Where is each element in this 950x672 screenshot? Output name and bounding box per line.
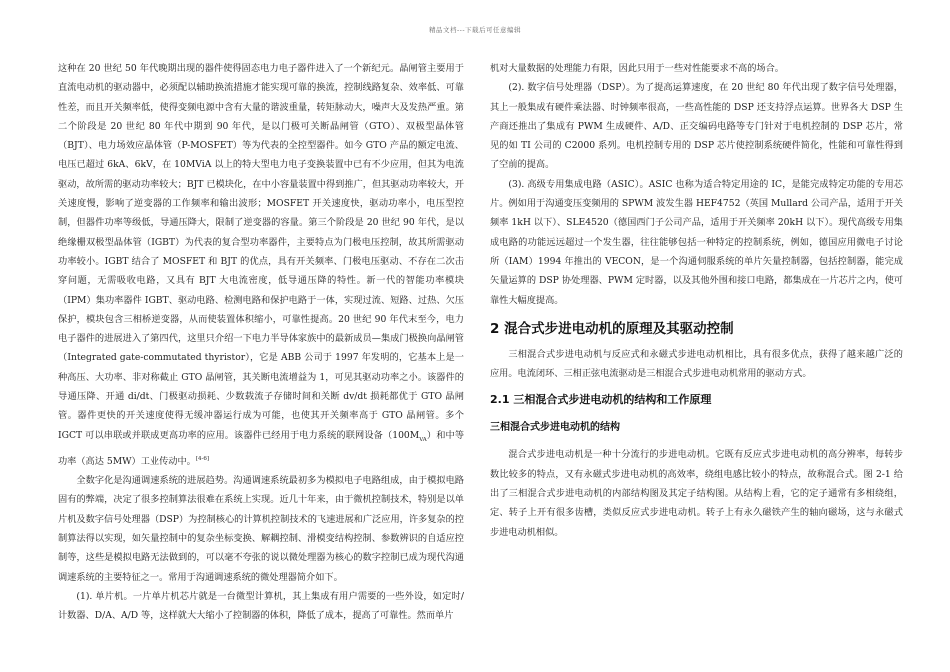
paragraph-mcu: (1). 单片机。一片单片机芯片就是一台微型计算机，其上集成有用户需要的一些外设，如定时/计数器、D/A、A/D 等，这样就大大缩小了控制器的体积，降低了成本，提高了可靠性。然而单片 [58,590,464,622]
paragraph-text: ）和中等功率（高达 5MW）工业传动中。 [58,429,465,467]
paragraph-power-devices [58,59,464,471]
paragraph-asic: (3). 高级专用集成电路（ASIC）。ASIC 也称为适合特定用途的 IC，是能完成特定功能的专用芯片。例如用于沟通变压变频用的 SPWM 波发生器 HEF4752（英国 Mullard 公司产品，适用于开关频率 1kH 以下）、SLE4520（德国西门子公司产品，适用于开关频率 20kH 以下）。现代高级专用集成电路的功能远远超过一个发生器，往往能够包括一种特定的控制系统，例如，德国应用微电子讨论所（IAM）1994 年推出的 VECON，是一个沟通伺服系统的单片矢量控制器，包括控制器，能完成矢量运算的 DSP 协处理器、PWM 定时器，以及其他外围和接口电路，都集成在一片芯片之内，使可靠性大幅度提高。 [490,178,903,306]
paragraph-text: 这种在 20 世纪 50 年代晚期出现的器件使得固态电力电子器件进入了一个新纪元。晶闸管主要用于直流电动机的驱动器中，必须配以辅助换流措施才能实现可靠的换流，控制线路复杂、效率低、可靠性差，而且开关频率低，使得变频电源中含有大量的谐波重量，转矩脉动大，噪声大及发热严重。第二个阶段是 20 世纪 80 年代中期到 90 年代，是以门极可关断晶闸管（GTO）、双极型晶体管（BJT）、电力场效应晶体管（P-MOSFET）等为代表的全控型器件。如今 GTO 产品的额定电流、电压已超过 6kA、6kV，在 10MViA 以上的特大型电力电子变换装置中已有不少应用，但其为电流驱动，故所需的驱动功率较大；BJT 已模块化，在中小容量装置中得到推广，但其驱动功率较大，开关速度慢，影响了逆变器的工作频率和输出波形；MOSFET 开关速度快，驱动功率小，电压型控制，但器件功率等级低，导通压降大，限制了逆变器的容量。第三个阶段是 20 世纪 90 年代，是以绝缘栅双极型晶体管（IGBT）为代表的复合型功率器件，主要特点为门极电压控制，故其所需驱动功率较小。IGBT 结合了 MOSFET 和 BJT 的优点，具有开关频率、门极电压驱动、不存在二次击穿问题，无需吸收电路，又具有 BJT 大电流密度，低导通压降的特性。新一代的智能功率模块（IPM）集功率器件 IGBT、驱动电路、检测电路和保护电路于一体，实现过流、短路、过热、欠压保护，模块包含三相桥逆变器，从而使装置体积缩小，可靠性提高。20 世纪 90 年代末至今，电力电子器件的进展进入了第四代，这里只介绍一下电力半导体家族中的最新成员—集成门极换向晶闸管（Integrated gate-commutated thyristor），它是 ABB 公司于 1997 年发明的，它基本上是一种高压、大功率、非对称截止 GTO 晶闸管，其关断电流增益为 1，可见其驱动功率之小。该器件的导通压降、开通 di/dt、门极驱动损耗、少数载流子存储时间和关断 dv/dt 损耗都优于 GTO 晶闸管。器件更快的开关速度使得无缓冲器运行成为可能，也使其开关频率高于 GTO 晶闸管。多个 IGCT 可以串联或并联成更高功率的应用。该器件已经用于电力系统的联网设备（100M [58,63,464,441]
citation: [4-6] [195,455,210,462]
paragraph-dsp: (2). 数字信号处理器（DSP）。为了提高运算速度，在 20 世纪 80 年代出现了数字信号处理器，其上一般集成有硬件乘法器、时钟频率很高，一些高性能的 DSP 还支持浮点运算。世界各大 DSP 生产商还推出了集成有 PWM 生成硬件、A/D、正交编码电路等专门针对于电机控制的 DSP 芯片，常见的如 TI 公司的 C2000 系列。电机控制专用的 DSP 芯片使控制系统硬件简化，性能和可靠性得到了空前的提高。 [490,82,903,171]
subsubsection-heading: 三相混合式步进电动机的结构 [490,422,620,434]
paragraph-section-intro: 三相混合式步进电动机与反应式和永磁式步进电动机相比，具有很多优点，获得了越来越广泛的应用。电流闭环、三相正弦电流驱动是三相混合式步进电动机常用的驱动方式。 [490,348,903,380]
left-column [58,59,464,626]
paragraph-digital-control: 全数字化是沟通调速系统的进展趋势。沟通调速系统最初多为模拟电子电路组成，由于模拟电路固有的弊端，决定了很多控制算法很难在系统上实现。近几十年来，由于微机控制技术，特别是以单片机及数字信号处理器（DSP）为控制核心的计算机控制技术的飞速进展和广泛应用，许多复杂的控制算法得以实现，如矢量控制中的复杂坐标变换、解耦控制、滑模变结构控制、参数辨识的自适应控制等，这些是模拟电路无法做到的，可以毫不夸张的说以微处理器为核心的数字控制已成为现代沟通调速系统的主要特征之一。常用于沟通调速系统的微处理器简介如下。 [58,475,464,583]
subscript: VA [419,436,427,443]
subsection-heading: 2.1 三相混合式步进电动机的结构和工作原理 [490,393,712,407]
paragraph-mcu-cont: 机对大量数据的处理能力有限，因此只用于一些对性能要求不高的场合。 [490,63,784,74]
right-column [490,59,903,542]
page-header: 精品文档---下载后可任意编辑 [428,26,522,34]
paragraph-structure: 混合式步进电动机是一种十分流行的步进电动机。它既有反应式步进电动机的高分辨率，每转步数比较多的特点，又有永磁式步进电动机的高效率，绕组电感比较小的特点，故称混合式。图 2-1 给出了三相混合式步进电动机的内部结构图及其定子结构图。从结构上看，它的定子通常有多相绕组，定、转子上开有很多齿槽，类似反应式步进电动机。转子上有永久磁铁产生的轴向磁场，这与永磁式步进电动机相似。 [490,449,903,538]
section-heading: 2 混合式步进电动机的原理及其驱动控制 [490,320,734,337]
